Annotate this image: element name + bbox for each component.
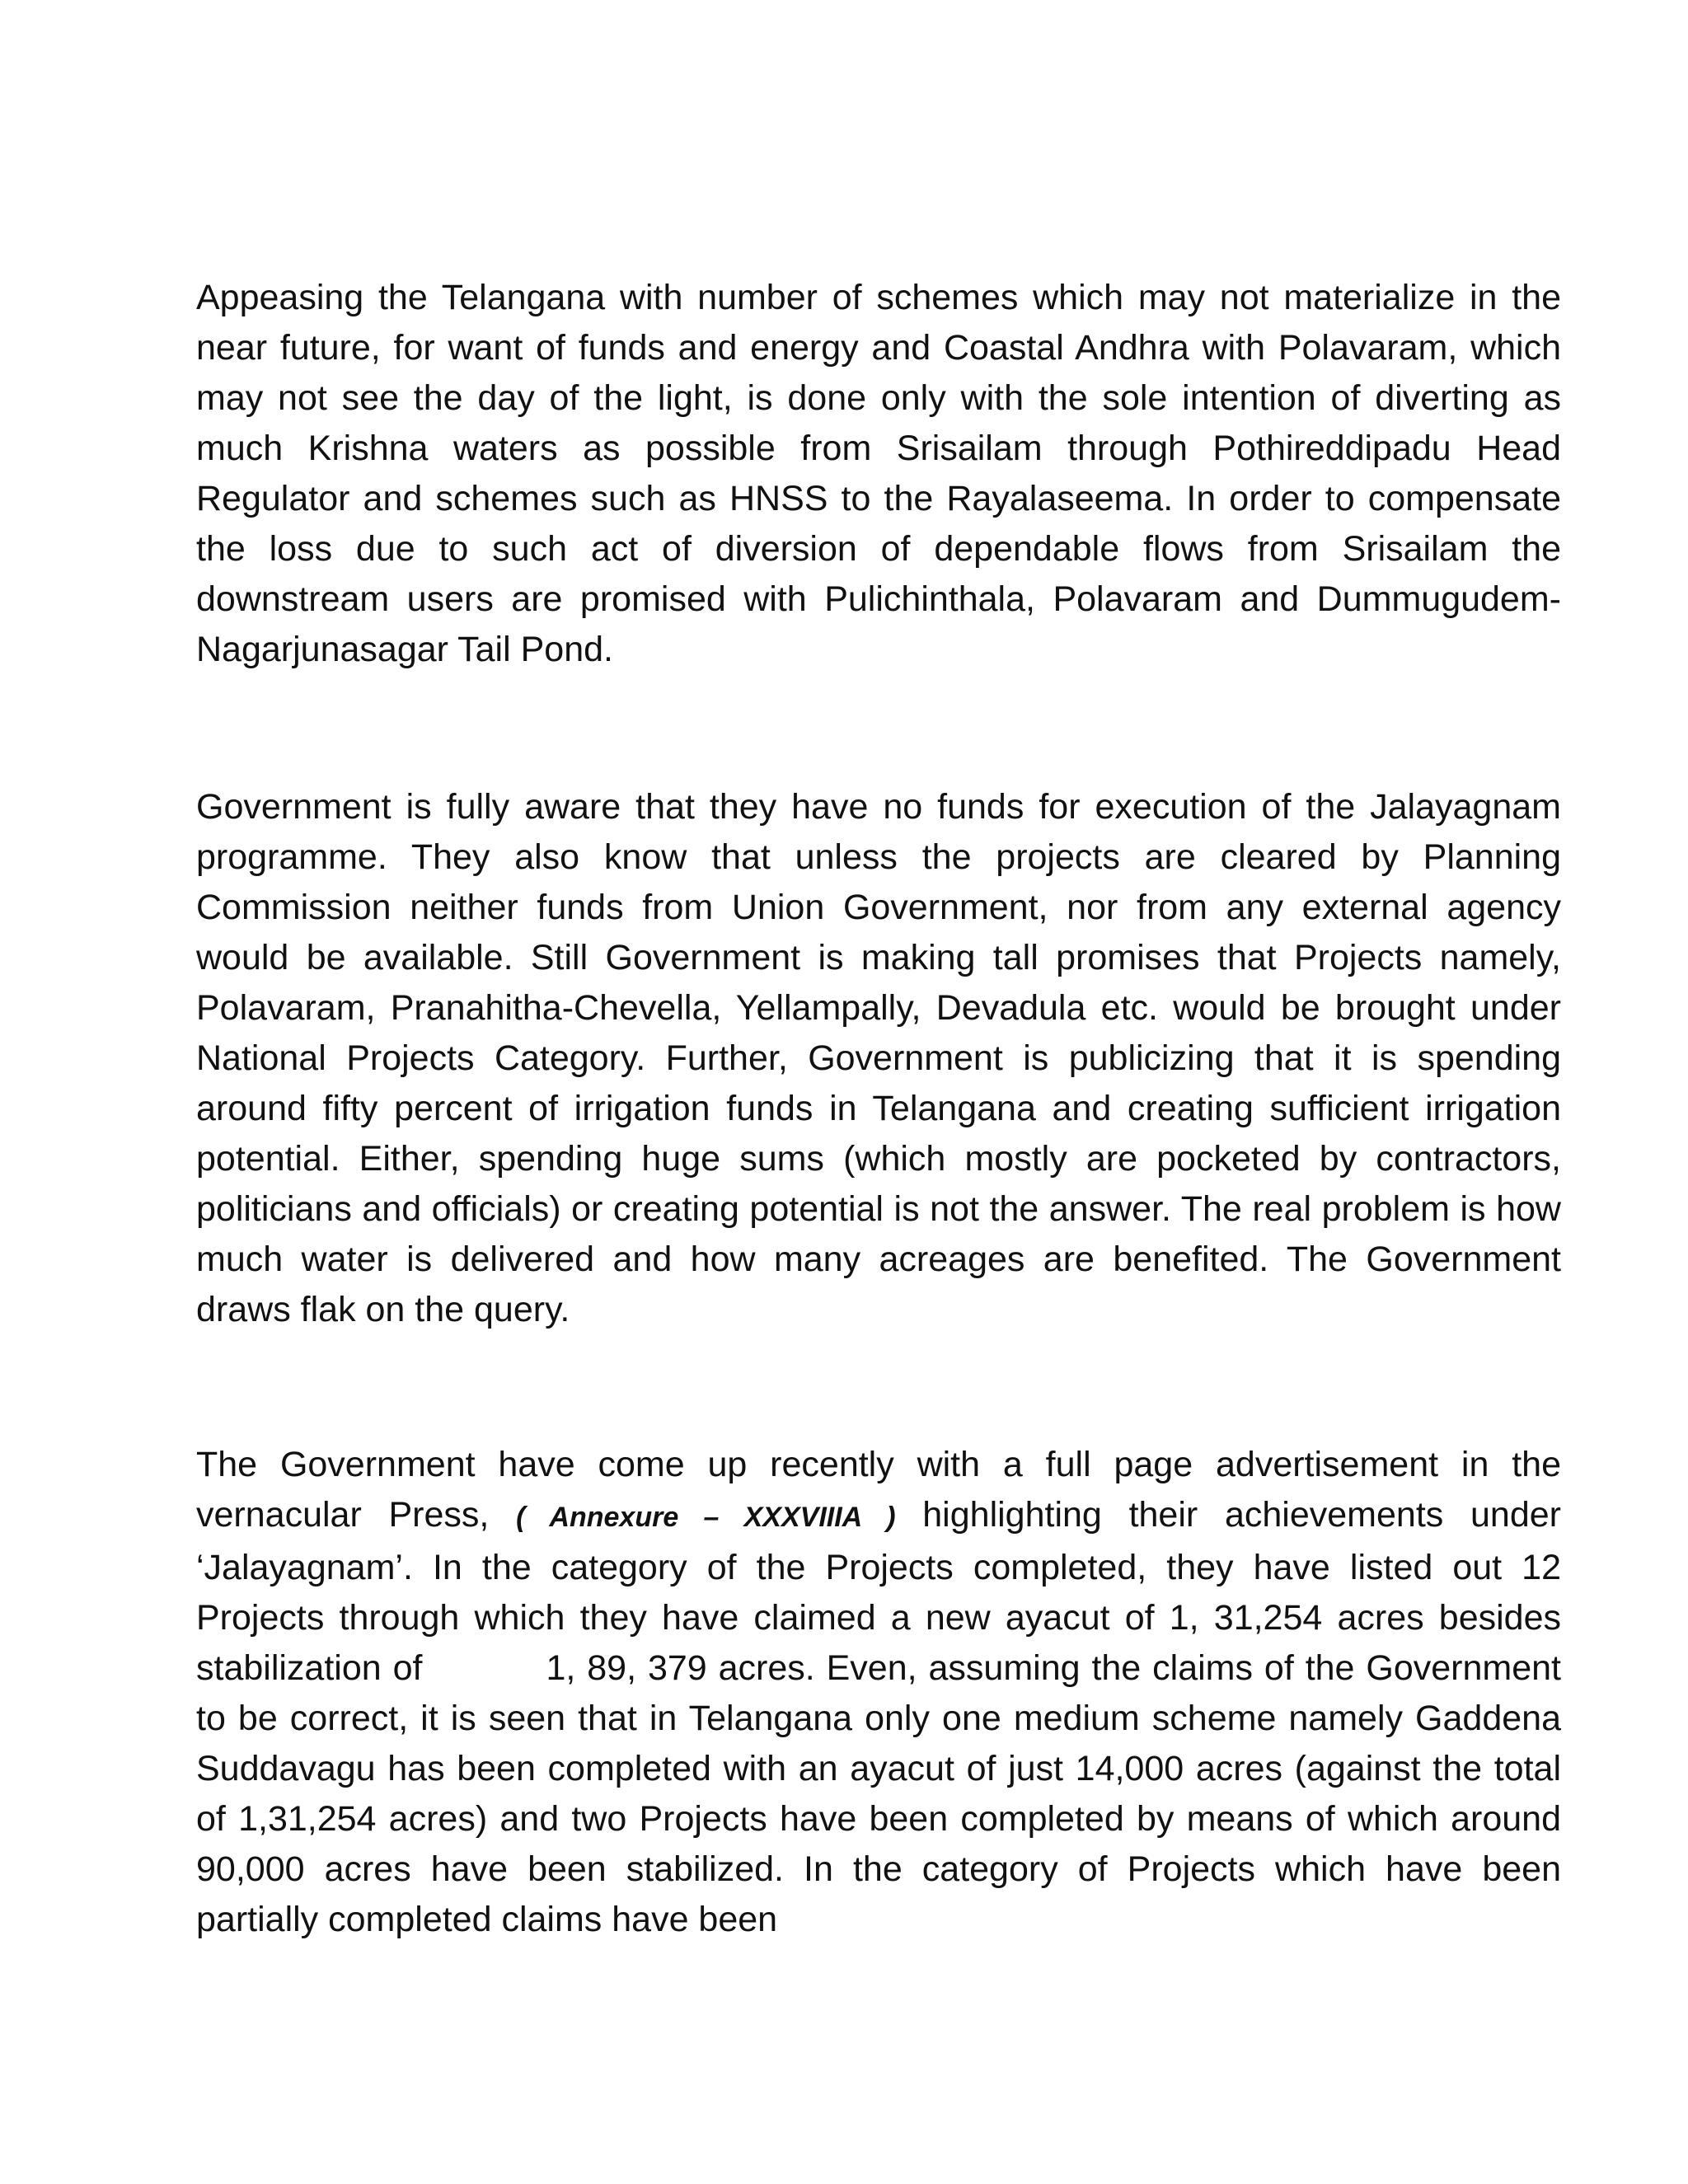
paragraph-appeasing-telangana: Appeasing the Telangana with number of schemes which may not materialize in the near future, for want of funds and energy and Coastal Andhra with Polavaram, which may not see the day of the light, is done only with the sole intention of diverting as much Krishna waters as possible from Srisailam through Pothireddipadu Head Regulator and schemes such as HNSS to the Rayalaseema. In order to compensate the loss due to such act of diversion of dependable flows from Srisailam the downstream users are promised with Pulichinthala, Polavaram and Dummugudem-Nagarjunasagar Tail Pond. xyxy=(196,278,1561,669)
paragraph-advertisement-text-end: 1, 89, 379 acres. Even, assuming the claims of the Government to be correct, it is seen that in Telangana only one medium scheme namely Gaddena Suddavagu has been completed with an ayacut of just 14,000 acres (against the total of 1,31,254 acres) and two Projects have been completed by means of which around 90,000 acres have been stabilized. In the category of Projects which have been partially completed claims have been xyxy=(196,1648,1561,1939)
annexure-reference: ( Annexure – XXXVIIIA ) xyxy=(516,1502,896,1533)
paragraph-government-funds: Government is fully aware that they have no funds for execution of the Jalayagnam programme. They also know that unless the projects are cleared by Planning Commission neither funds from Union Government, nor from any external agency would be available. Still Government is making tall promises that Projects namely, Polavaram, Pranahitha-Chevella, Yellampally, Devadula etc. would be brought under National Projects Category. Further, Government is publicizing that it is spending around fifty percent of irrigation funds in Telangana and creating sufficient irrigation potential. Either, spending huge sums (which mostly are pocketed by contractors, politicians and officials) or creating potential is not the answer. The real problem is how much water is delivered and how many acreages are benefited. The Government draws flak on the query. xyxy=(196,787,1561,1329)
paragraph-advertisement-text-start: The Government have come up recently with a full page advertisement in the vernacular Press, xyxy=(196,1445,1561,1535)
paragraph-advertisement-text-middle: highlighting their achievements under ‘Jalayagnam’. In the category of the Projects completed, they have listed out 12 Projects through which they have claimed a new ayacut of 1, 31,254 acres besides stabilization of xyxy=(196,1495,1561,1688)
paragraph-advertisement-claims xyxy=(196,1440,1561,1945)
